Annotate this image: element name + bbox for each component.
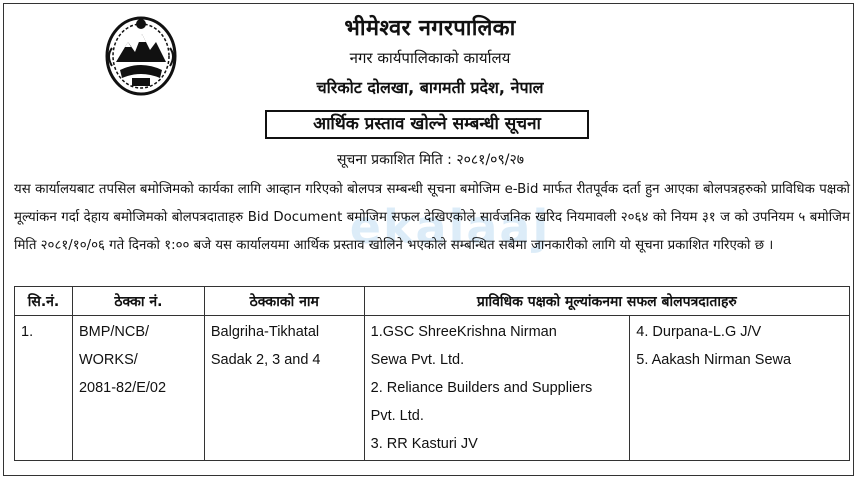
col-sn-header: सि.नं. [15, 287, 73, 316]
publication-date-line [0, 150, 861, 169]
row-bidders-left [364, 316, 630, 461]
bidder-line: 2. Reliance Builders and Suppliers [370, 380, 593, 396]
notice-body: यस कार्यालयबाट तपसिल बमोजिमको कार्यका लागि आव्हान गरिएको बोलपत्र सम्बन्धी सूचना बमोजिम e-Bid मार्फत रीतपूर्वक दर्ता हुन आएका बोलपत्रहरुको प्राविधिक पक्षको मूल्यांकन गर्दा देहाय बमोजिमको बोलपत्रदाताहरु Bid Document बमोजिम सफल देखिएकोले सार्वजनिक खरिद नियमावली २०६४ को नियम ३१ ज को उपनियम ५ बमोजिम मिति २०८१/१०/०६ गते दिनको १:०० बजे यस कार्यालयमा आर्थिक प्रस्ताव खोलिने भएकोले सम्बन्धित सबैमा जानकारीको लागि यो सूचना प्रकाशित गरिएको छ । [14, 182, 850, 253]
contract-no-line: 2081-82/E/02 [78, 380, 167, 396]
watermark: ekalaaj [349, 200, 551, 254]
notice-title: आर्थिक प्रस्ताव खोल्ने सम्बन्धी सूचना [265, 110, 589, 139]
nepal-emblem-icon [102, 12, 180, 98]
col-contract-no-header: ठेक्का नं. [72, 287, 204, 316]
col-bidders-header: प्राविधिक पक्षको मूल्यांकनमा सफल बोलपत्रदाताहरु [364, 287, 849, 316]
bidders-table [14, 286, 850, 461]
bidder-line: 5. Aakash Nirman Sewa [636, 352, 792, 368]
publication-date-value: २०८१/०९/२७ [456, 152, 525, 168]
office-address: चरिकोट दोलखा, बागमती प्रदेश, नेपाल [316, 78, 544, 97]
publication-date-label: सूचना प्रकाशित मिति : [336, 152, 452, 168]
bidder-line: Pvt. Ltd. [370, 408, 424, 424]
row-contract-no [72, 316, 204, 461]
bidder-line: 3. RR Kasturi JV [370, 436, 478, 452]
col-contract-name-header: ठेक्काको नाम [204, 287, 364, 316]
contract-no-line: BMP/NCB/ [78, 324, 150, 340]
office-name: नगर कार्यपालिकाको कार्यालय [349, 49, 511, 67]
bidder-line: 1.GSC ShreeKrishna Nirman [370, 324, 557, 340]
table-row [15, 316, 850, 461]
bidder-line: 4. Durpana-L.G J/V [636, 324, 762, 340]
municipality-name: भीमेश्वर नगरपालिका [344, 16, 516, 41]
contract-no-line: WORKS/ [78, 352, 138, 368]
row-bidders-right [630, 316, 850, 461]
table-header-row [15, 287, 850, 316]
contract-name-line: Sadak 2, 3 and 4 [210, 352, 321, 368]
contract-name-line: Balgriha-Tikhatal [210, 324, 320, 340]
bidder-line: Sewa Pvt. Ltd. [370, 352, 465, 368]
row-sn: 1. [15, 316, 73, 461]
row-contract-name [204, 316, 364, 461]
